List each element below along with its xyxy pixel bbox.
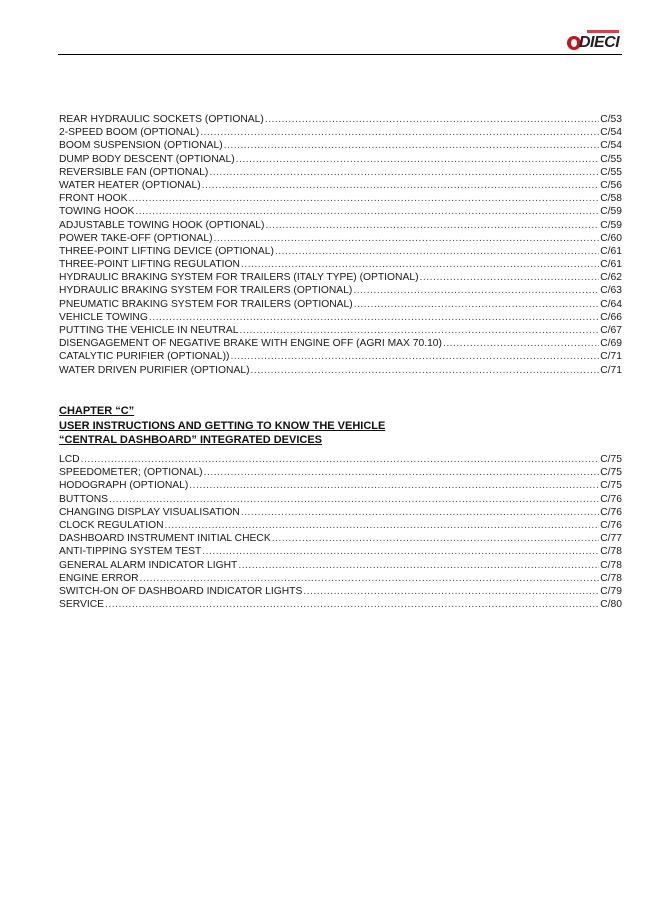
toc-entry-title: HODOGRAPH (OPTIONAL)	[59, 480, 189, 492]
toc-entry-title: PUTTING THE VEHICLE IN NEUTRAL	[59, 325, 239, 336]
chapter-title: USER INSTRUCTIONS AND GETTING TO KNOW THE VEHICLE	[59, 419, 386, 432]
toc-entry[interactable]	[59, 453, 622, 466]
chapter-heading	[59, 404, 622, 448]
toc-entry[interactable]	[59, 559, 622, 572]
toc-dot-leader	[202, 179, 600, 192]
toc-entry-page: C/54	[600, 127, 622, 139]
toc-entry-page: C/71	[600, 364, 622, 376]
toc-dot-leader	[265, 113, 599, 126]
toc-dot-leader	[105, 598, 599, 611]
toc-entry-page: C/75	[600, 467, 622, 479]
toc-entry-title: LCD	[59, 454, 80, 465]
toc-entry-title: WATER HEATER (OPTIONAL)	[59, 179, 201, 191]
toc-entry[interactable]	[59, 219, 622, 232]
toc-entry[interactable]	[59, 466, 622, 479]
toc-entry-page: C/76	[600, 493, 622, 505]
toc-entry[interactable]	[59, 298, 622, 311]
toc-dot-leader	[149, 311, 599, 324]
toc-entry-page: C/78	[600, 559, 622, 571]
toc-section-part2	[59, 453, 622, 611]
toc-entry-page: C/58	[600, 193, 622, 205]
chapter-subtitle: “CENTRAL DASHBOARD” INTEGRATED DEVICES	[59, 434, 322, 446]
toc-entry-title: CLOCK REGULATION	[59, 519, 164, 531]
toc-dot-leader	[202, 545, 599, 558]
toc-entry-title: POWER TAKE-OFF (OPTIONAL)	[59, 232, 213, 244]
toc-dot-leader	[81, 453, 600, 466]
toc-dot-leader	[443, 337, 599, 350]
toc-entry-page: C/67	[600, 325, 622, 336]
toc-dot-leader	[209, 166, 599, 179]
toc-entry-page: C/79	[600, 585, 622, 597]
toc-entry-title: HYDRAULIC BRAKING SYSTEM FOR TRAILERS (ITALY TYPE) (OPTIONAL)	[59, 272, 419, 284]
toc-entry[interactable]	[59, 545, 622, 558]
toc-entry[interactable]	[59, 479, 622, 492]
toc-entry-page: C/66	[600, 311, 622, 323]
toc-entry[interactable]	[59, 139, 622, 152]
toc-dot-leader	[214, 232, 600, 245]
toc-dot-leader	[165, 519, 600, 532]
toc-dot-leader	[239, 324, 599, 337]
toc-entry[interactable]	[59, 506, 622, 519]
toc-dot-leader	[128, 192, 599, 205]
toc-entry-page: C/60	[600, 232, 622, 244]
toc-section-part1	[59, 113, 622, 377]
toc-entry[interactable]	[59, 337, 622, 350]
toc-dot-leader	[241, 506, 599, 519]
toc-dot-leader	[265, 219, 599, 232]
toc-entry[interactable]	[59, 585, 622, 598]
chapter-label: CHAPTER “C”	[59, 405, 135, 417]
toc-entry-page: C/55	[600, 166, 622, 178]
toc-entry-title: DASHBOARD INSTRUMENT INITIAL CHECK	[59, 533, 271, 545]
toc-entry[interactable]	[59, 324, 622, 337]
toc-entry-title: ADJUSTABLE TOWING HOOK (OPTIONAL)	[59, 219, 265, 231]
toc-entry-title: BUTTONS	[59, 493, 109, 505]
toc-entry-title: DISENGAGEMENT OF NEGATIVE BRAKE WITH ENGINE OFF (AGRI MAX 70.10)	[59, 338, 442, 350]
toc-entry-title: SPEEDOMETER; (OPTIONAL)	[59, 467, 203, 479]
toc-entry-title: BOOM SUSPENSION (OPTIONAL)	[59, 140, 223, 152]
toc-entry-page: C/62	[600, 272, 622, 284]
toc-entry[interactable]	[59, 532, 622, 545]
toc-entry-page: C/76	[600, 506, 622, 518]
toc-entry-title: GENERAL ALARM INDICATOR LIGHT	[59, 559, 238, 571]
toc-entry[interactable]	[59, 205, 622, 218]
toc-entry[interactable]	[59, 271, 622, 284]
toc-entry[interactable]	[59, 179, 622, 192]
toc-dot-leader	[251, 364, 600, 377]
toc-dot-leader	[420, 271, 600, 284]
toc-dot-leader	[135, 205, 599, 218]
toc-entry[interactable]	[59, 311, 622, 324]
dieci-logo	[567, 32, 623, 52]
toc-entry-title: TOWING HOOK	[59, 206, 135, 218]
toc-entry-page: C/61	[600, 245, 622, 257]
toc-dot-leader	[275, 245, 599, 258]
toc-entry-title: CHANGING DISPLAY VISUALISATION	[59, 506, 240, 518]
toc-dot-leader	[189, 479, 599, 492]
toc-entry-title: 2-SPEED BOOM (OPTIONAL)	[59, 127, 200, 139]
toc-entry[interactable]	[59, 232, 622, 245]
toc-entry[interactable]	[59, 364, 622, 377]
toc-entry-page: C/56	[600, 179, 622, 191]
toc-entry-page: C/63	[600, 285, 622, 297]
toc-dot-leader	[272, 532, 600, 545]
toc-dot-leader	[200, 126, 599, 139]
toc-entry-page: C/78	[600, 572, 622, 584]
toc-dot-leader	[140, 572, 600, 585]
toc-entry[interactable]	[59, 153, 622, 166]
toc-dot-leader	[354, 298, 600, 311]
logo-tagline-bar	[587, 30, 619, 33]
toc-entry-title: REAR HYDRAULIC SOCKETS (OPTIONAL)	[59, 114, 264, 125]
toc-entry-title: REVERSIBLE FAN (OPTIONAL)	[59, 166, 209, 178]
toc-entry-page: C/77	[600, 533, 622, 545]
toc-entry-title: ENGINE ERROR	[59, 572, 139, 584]
toc-dot-leader	[303, 585, 599, 598]
toc-entry-page: C/75	[600, 454, 622, 465]
toc-entry[interactable]	[59, 284, 622, 297]
toc-entry-page: C/71	[600, 351, 622, 363]
toc-entry-title: WATER DRIVEN PURIFIER (OPTIONAL)	[59, 364, 250, 376]
toc-entry[interactable]	[59, 113, 622, 126]
toc-entry-page: C/59	[600, 219, 622, 231]
toc-entry-page: C/80	[600, 599, 622, 611]
toc-entry[interactable]	[59, 493, 622, 506]
toc-entry[interactable]	[59, 245, 622, 258]
toc-dot-leader	[109, 493, 599, 506]
toc-entry-title: CATALYTIC PURIFIER (OPTIONAL))	[59, 351, 230, 363]
logo-wordmark: DIECI	[579, 34, 620, 51]
toc-entry-title: THREE-POINT LIFTING DEVICE (OPTIONAL)	[59, 245, 274, 257]
toc-entry-title: THREE-POINT LIFTING REGULATION	[59, 259, 240, 271]
toc-dot-leader	[236, 153, 600, 166]
toc-entry-page: C/76	[600, 519, 622, 531]
toc-entry-page: C/59	[600, 206, 622, 218]
toc-entry-page: C/64	[600, 298, 622, 310]
toc-entry[interactable]	[59, 572, 622, 585]
toc-entry-page: C/69	[600, 338, 622, 350]
toc-entry[interactable]	[59, 598, 622, 611]
toc-dot-leader	[353, 284, 599, 297]
toc-dot-leader	[204, 466, 600, 479]
toc-entry[interactable]	[59, 192, 622, 205]
toc-entry-page: C/78	[600, 546, 622, 558]
toc-entry[interactable]	[59, 166, 622, 179]
toc-entry[interactable]	[59, 258, 622, 271]
toc-entry-page: C/54	[600, 140, 622, 152]
header-rule	[58, 54, 622, 55]
toc-entry-title: HYDRAULIC BRAKING SYSTEM FOR TRAILERS (OPTIONAL)	[59, 285, 353, 297]
toc-dot-leader	[238, 559, 599, 572]
toc-dot-leader	[230, 350, 599, 363]
toc-entry[interactable]	[59, 519, 622, 532]
toc-entry-title: SERVICE	[59, 599, 105, 611]
toc-entry-page: C/61	[600, 259, 622, 271]
toc-dot-leader	[224, 139, 600, 152]
toc-entry-title: FRONT HOOK	[59, 193, 128, 205]
toc-entry[interactable]	[59, 126, 622, 139]
toc-entry-title: PNEUMATIC BRAKING SYSTEM FOR TRAILERS (OPTIONAL)	[59, 298, 353, 310]
toc-entry-page: C/55	[600, 153, 622, 165]
toc-entry-title: SWITCH-ON OF DASHBOARD INDICATOR LIGHTS	[59, 585, 303, 597]
toc-entry-title: ANTI-TIPPING SYSTEM TEST	[59, 546, 202, 558]
toc-entry-title: VEHICLE TOWING	[59, 311, 148, 323]
toc-entry-page: C/75	[600, 480, 622, 492]
toc-entry-title: DUMP BODY DESCENT (OPTIONAL)	[59, 153, 235, 165]
toc-entry[interactable]	[59, 350, 622, 363]
toc-entry-page: C/53	[600, 114, 622, 125]
toc-dot-leader	[241, 258, 599, 271]
